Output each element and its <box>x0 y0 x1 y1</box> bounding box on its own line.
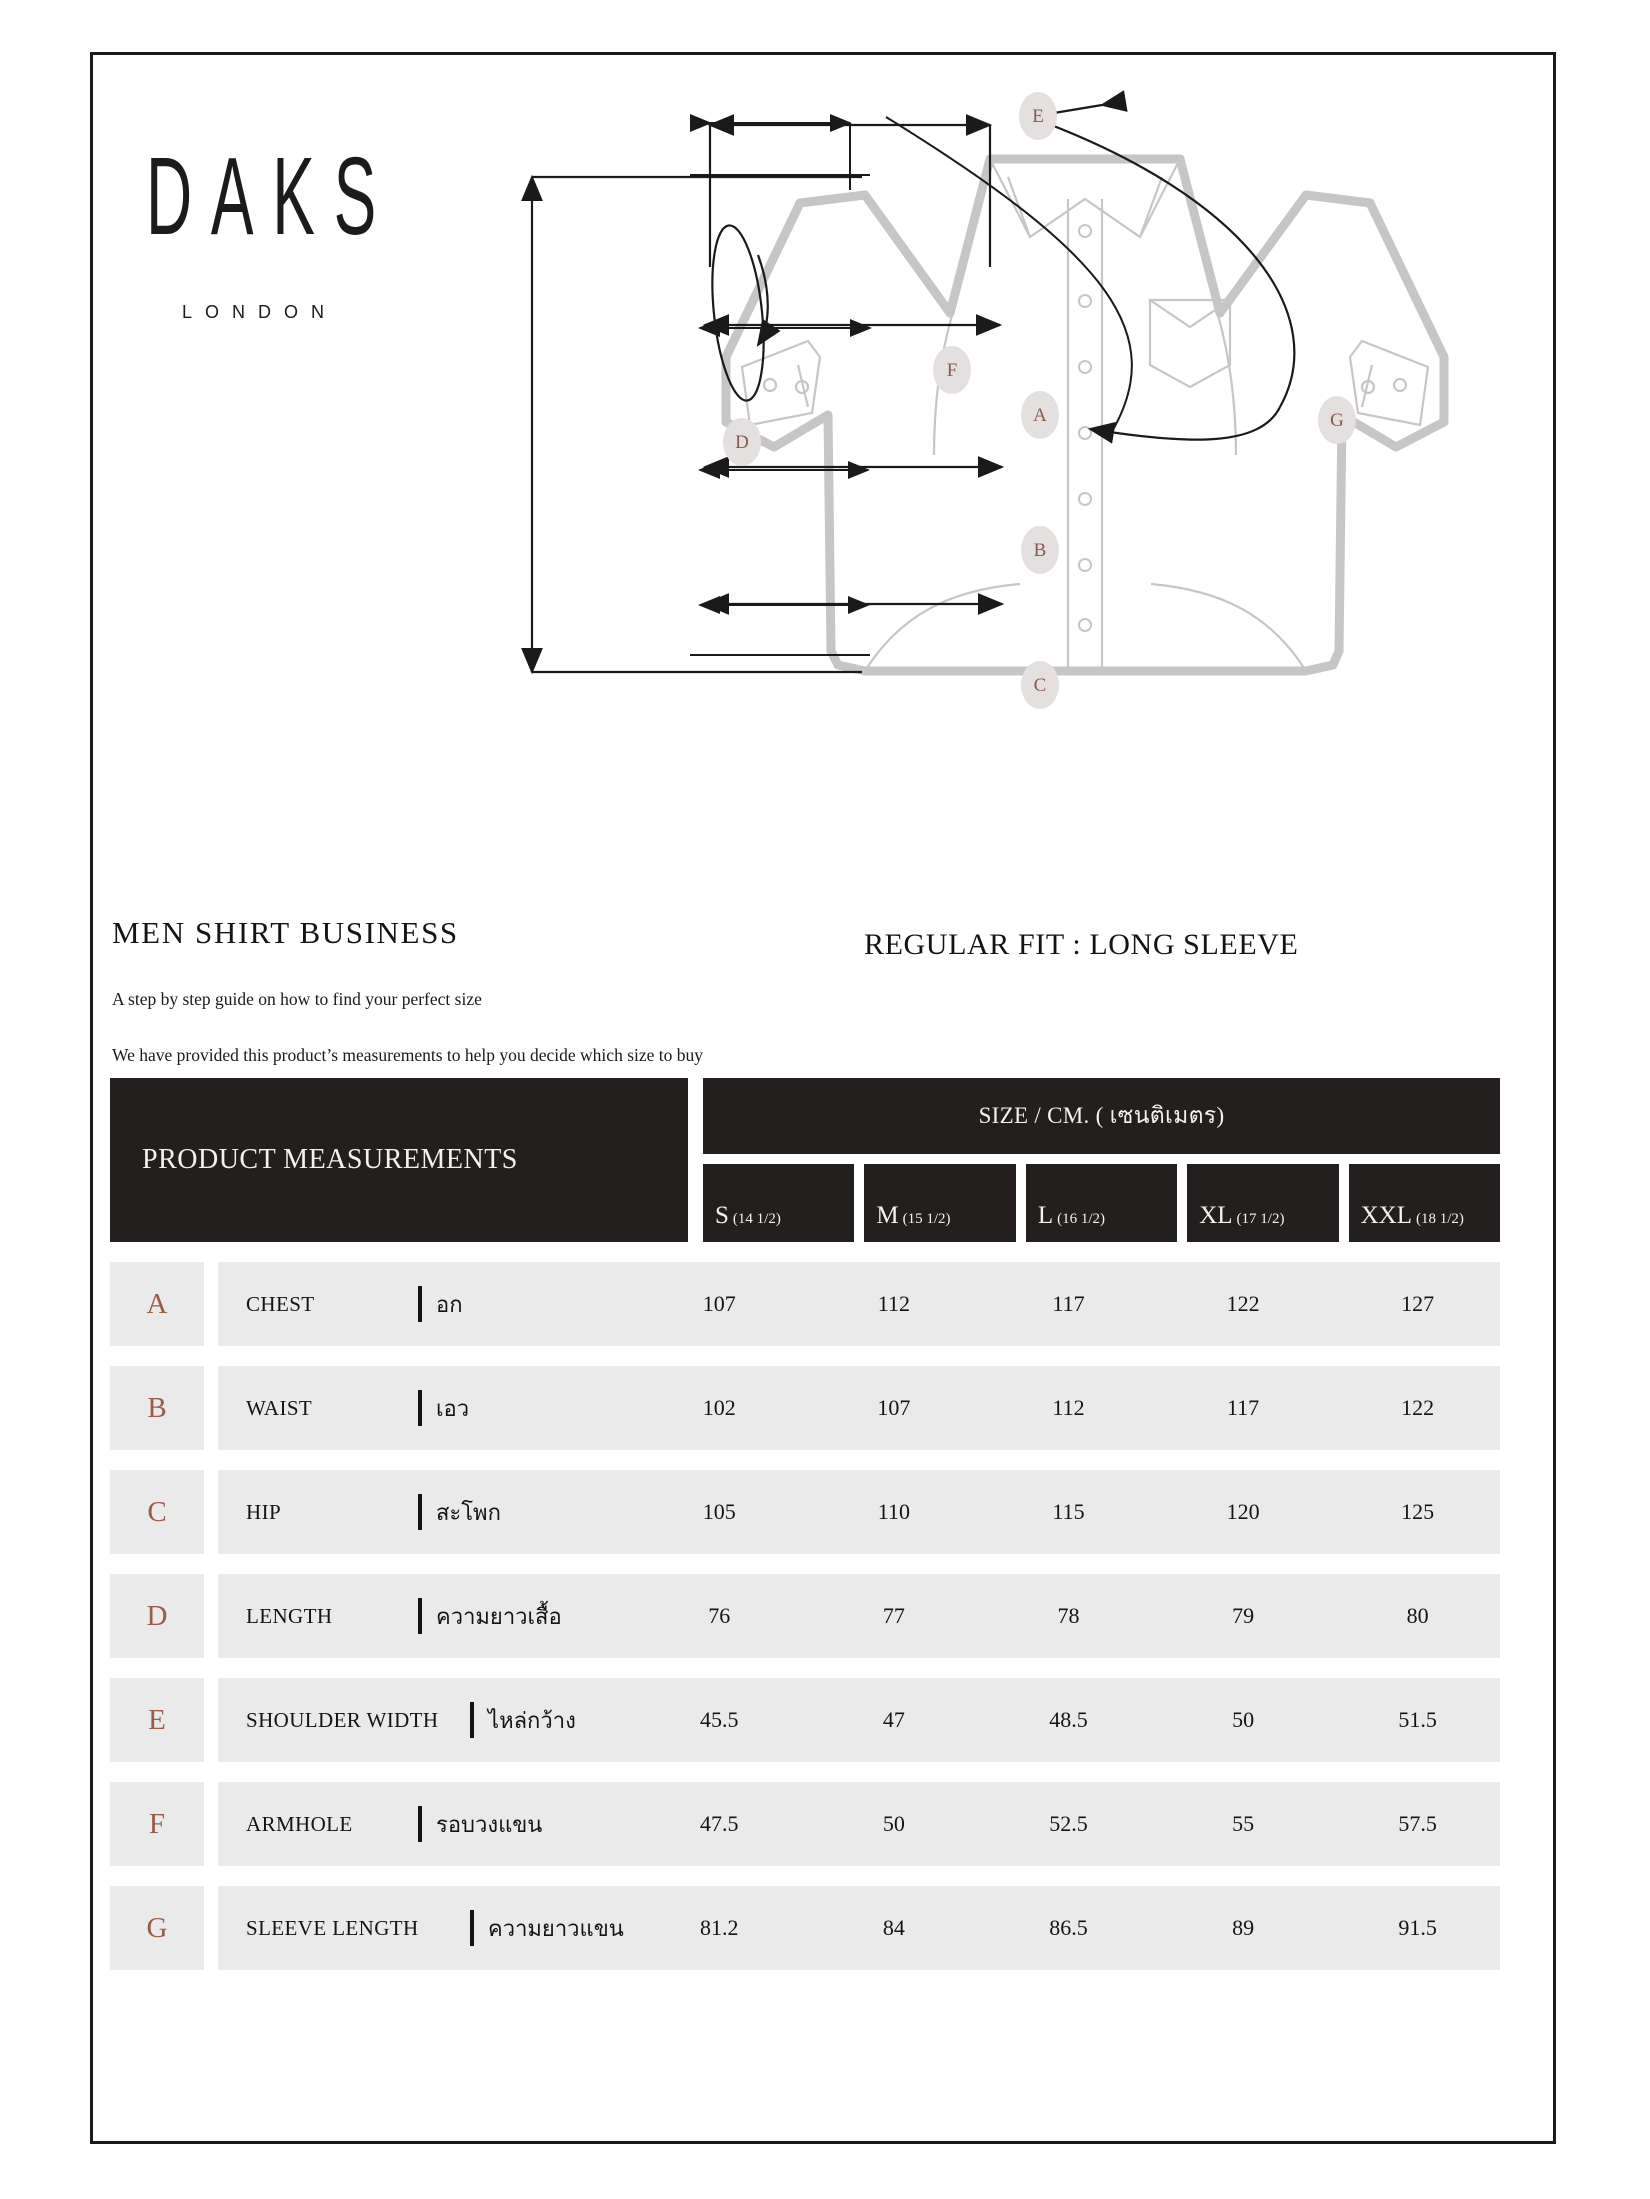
table-body <box>110 1262 1500 1970</box>
size-columns <box>703 1164 1500 1242</box>
measurement-name-th <box>418 1390 633 1426</box>
measurement-name-th <box>418 1910 633 1946</box>
divider-bar <box>418 1390 422 1426</box>
value-cells <box>637 1915 1500 1941</box>
size-column-header-m <box>864 1164 1015 1242</box>
row-marker-f: F <box>110 1782 204 1866</box>
measurements-table <box>110 1078 1500 1990</box>
value-m: 47 <box>882 1707 905 1732</box>
value-l: 86.5 <box>1049 1915 1088 1940</box>
value-l: 115 <box>1052 1499 1085 1524</box>
svg-text:E: E <box>1032 106 1044 127</box>
value-cells <box>637 1707 1500 1733</box>
value-xl: 122 <box>1226 1291 1260 1316</box>
measurement-name-en: SHOULDER WIDTH <box>246 1707 439 1732</box>
value-xxl: 57.5 <box>1398 1811 1437 1836</box>
value-cells <box>637 1395 1500 1421</box>
title-block <box>112 915 703 1066</box>
size-column-header-xl <box>1187 1164 1338 1242</box>
measurement-name-th <box>418 1286 633 1322</box>
value-l: 117 <box>1052 1291 1085 1316</box>
value-l: 52.5 <box>1049 1811 1088 1836</box>
value-l: 78 <box>1057 1603 1080 1628</box>
neck-size: (18 1/2) <box>1416 1211 1464 1227</box>
value-m: 50 <box>882 1811 905 1836</box>
measurement-name-en: WAIST <box>246 1395 313 1420</box>
value-xxl: 127 <box>1401 1291 1435 1316</box>
divider-bar <box>418 1286 422 1322</box>
row-marker-a: A <box>110 1262 204 1346</box>
measurement-name-en: ARMHOLE <box>246 1811 353 1836</box>
value-xl: 55 <box>1232 1811 1255 1836</box>
value-s: 105 <box>702 1499 736 1524</box>
row-body <box>218 1678 1500 1762</box>
value-l: 48.5 <box>1049 1707 1088 1732</box>
size-column-header-s <box>703 1164 854 1242</box>
size-label: S (14 1/2) <box>715 1202 781 1229</box>
table-row <box>110 1574 1500 1658</box>
value-xxl: 122 <box>1401 1395 1435 1420</box>
row-body <box>218 1886 1500 1970</box>
value-m: 112 <box>877 1291 910 1316</box>
svg-text:G: G <box>1330 410 1344 431</box>
table-row <box>110 1886 1500 1970</box>
svg-text:F: F <box>946 360 958 381</box>
svg-text:A: A <box>1033 405 1047 426</box>
thai-label: ความยาวเสื้อ <box>436 1603 562 1629</box>
value-xxl: 51.5 <box>1398 1707 1437 1732</box>
size-label: L (16 1/2) <box>1037 1202 1106 1229</box>
value-s: 81.2 <box>700 1915 739 1940</box>
value-s: 107 <box>702 1291 736 1316</box>
table-row <box>110 1678 1500 1762</box>
value-xxl: 125 <box>1401 1499 1435 1524</box>
shirt-diagram <box>690 95 1480 905</box>
svg-text:C: C <box>1033 675 1047 696</box>
marker-badge-b <box>1018 525 1062 575</box>
divider-bar <box>418 1806 422 1842</box>
marker-badge-d <box>720 417 764 467</box>
neck-size: (15 1/2) <box>902 1211 951 1227</box>
value-xl: 120 <box>1226 1499 1260 1524</box>
thai-label: เอว <box>436 1395 470 1421</box>
marker-badge-a <box>1018 390 1062 440</box>
thai-label: อก <box>436 1291 463 1317</box>
value-xxl: 80 <box>1406 1603 1429 1628</box>
svg-text:B: B <box>1033 540 1047 561</box>
value-xxl: 91.5 <box>1398 1915 1437 1940</box>
measurement-name-th <box>418 1494 633 1530</box>
value-cells <box>637 1499 1500 1525</box>
row-body <box>218 1262 1500 1346</box>
value-cells <box>637 1811 1500 1837</box>
neck-size: (17 1/2) <box>1236 1211 1285 1227</box>
value-xl: 89 <box>1232 1915 1255 1940</box>
row-marker-g: G <box>110 1886 204 1970</box>
marker-badge-e <box>1016 91 1060 141</box>
marker-badge-c <box>1018 660 1062 710</box>
page-title: MEN SHIRT BUSINESS <box>112 915 459 950</box>
size-label: XXL (18 1/2) <box>1360 1202 1464 1229</box>
svg-text:D: D <box>735 432 749 453</box>
value-s: 102 <box>702 1395 736 1420</box>
row-marker-c: C <box>110 1470 204 1554</box>
value-m: 110 <box>877 1499 910 1524</box>
thai-label: ความยาวแขน <box>488 1915 624 1941</box>
thai-label: รอบวงแขน <box>436 1811 543 1837</box>
description: We have provided this product’s measurements to help you decide which size to buy <box>112 1045 704 1065</box>
row-marker-d: D <box>110 1574 204 1658</box>
table-header <box>110 1078 1500 1242</box>
value-s: 45.5 <box>700 1707 739 1732</box>
table-row <box>110 1262 1500 1346</box>
row-body <box>218 1366 1500 1450</box>
value-cells <box>637 1603 1500 1629</box>
neck-size: (14 1/2) <box>732 1211 781 1227</box>
thai-label: ไหล่กว้าง <box>488 1707 576 1733</box>
brand-subtitle: LONDON <box>182 302 338 322</box>
row-body <box>218 1782 1500 1866</box>
product-measurements-header <box>110 1078 688 1242</box>
measurement-name-en: HIP <box>246 1499 282 1524</box>
divider-bar <box>470 1702 474 1738</box>
row-marker-b: B <box>110 1366 204 1450</box>
row-marker-e: E <box>110 1678 204 1762</box>
marker-badge-g <box>1315 395 1359 445</box>
divider-bar <box>470 1910 474 1946</box>
measurement-name-en: SLEEVE LENGTH <box>246 1915 419 1940</box>
table-row <box>110 1470 1500 1554</box>
fit-title: REGULAR FIT : LONG SLEEVE <box>864 928 1299 961</box>
divider-bar <box>418 1494 422 1530</box>
value-m: 107 <box>877 1395 911 1420</box>
thai-label: สะโพก <box>436 1499 501 1525</box>
divider-bar <box>418 1598 422 1634</box>
value-xl: 50 <box>1232 1707 1255 1732</box>
measurement-name-th <box>418 1598 633 1634</box>
marker-badge-f <box>930 345 974 395</box>
value-s: 47.5 <box>700 1811 739 1836</box>
measurement-name-th <box>418 1806 633 1842</box>
size-column-header-l <box>1026 1164 1177 1242</box>
brand-logo <box>146 135 486 323</box>
value-xl: 79 <box>1232 1603 1255 1628</box>
value-m: 84 <box>882 1915 905 1940</box>
measurement-name-en: CHEST <box>246 1291 315 1316</box>
size-unit-label: SIZE / CM. ( เซนติเมตร) <box>978 1103 1225 1128</box>
row-body <box>218 1574 1500 1658</box>
measurement-name-en: LENGTH <box>246 1603 333 1628</box>
product-measurements-label: PRODUCT MEASUREMENTS <box>142 1144 518 1175</box>
value-xl: 117 <box>1226 1395 1260 1420</box>
size-label: M (15 1/2) <box>876 1202 951 1229</box>
neck-size: (16 1/2) <box>1057 1211 1106 1227</box>
size-unit-header <box>703 1078 1500 1154</box>
size-label: XL (17 1/2) <box>1199 1202 1285 1229</box>
measurement-overlay <box>490 77 1530 937</box>
value-l: 112 <box>1052 1395 1085 1420</box>
brand-name: DAKS <box>146 135 396 259</box>
value-s: 76 <box>708 1603 731 1628</box>
value-cells <box>637 1291 1500 1317</box>
size-column-header-xxl <box>1349 1164 1500 1242</box>
tagline: A step by step guide on how to find your perfect size <box>112 989 482 1009</box>
table-row <box>110 1782 1500 1866</box>
table-row <box>110 1366 1500 1450</box>
value-m: 77 <box>882 1603 905 1628</box>
row-body <box>218 1470 1500 1554</box>
measurement-name-th <box>418 1702 633 1738</box>
